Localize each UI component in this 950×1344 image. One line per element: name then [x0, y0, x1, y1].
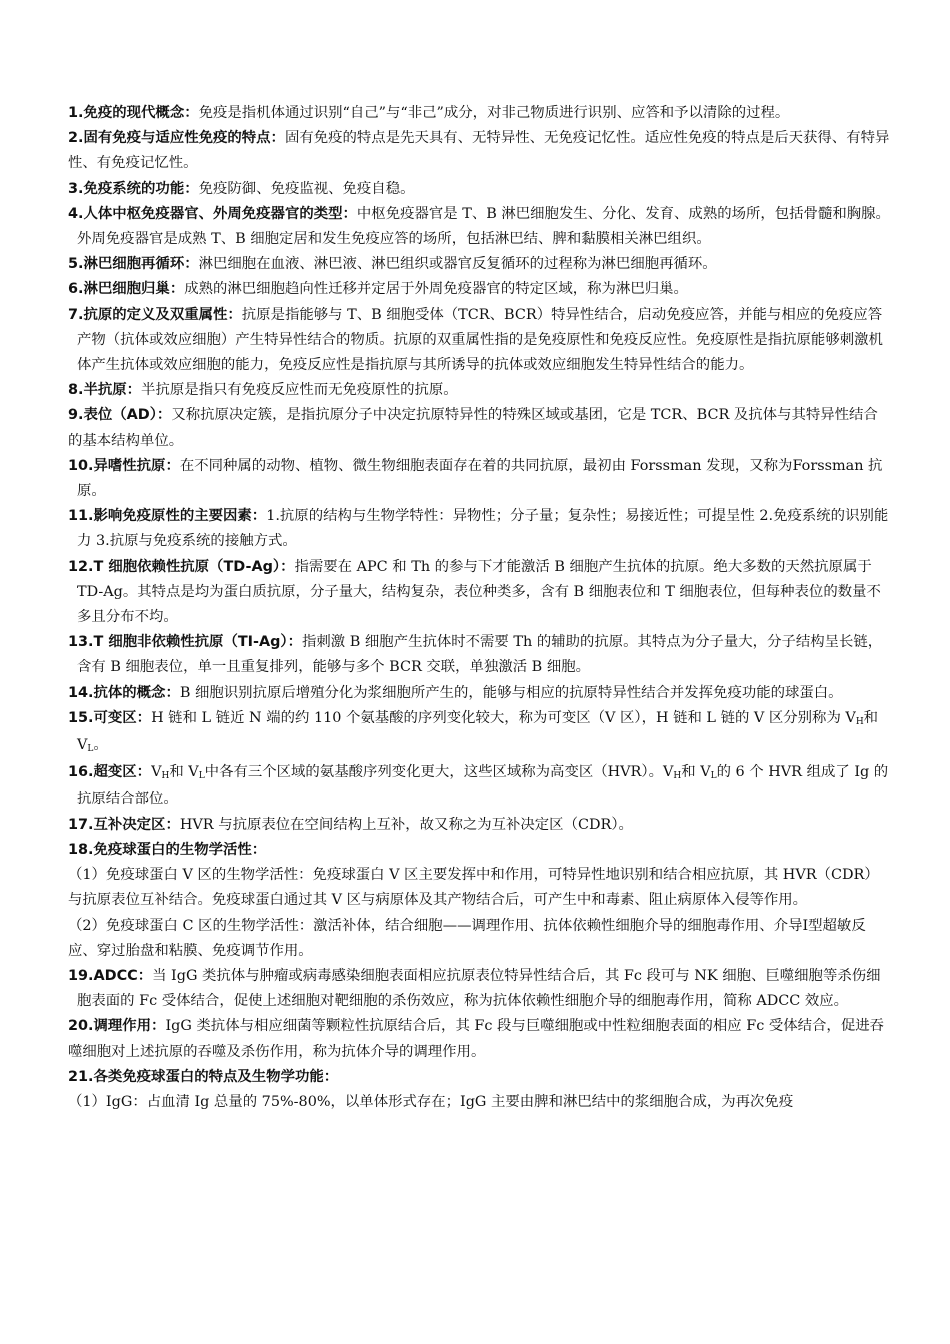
item-text: B 细胞识别抗原后增殖分化为浆细胞所产生的，能够与相应的抗原特异性结合并发挥免疫功能的球蛋白。	[179, 684, 843, 701]
item-text: （1）免疫球蛋白 V 区的生物学活性：免疫球蛋白 V 区主要发挥中和作用，可特异性地识别和结合相应抗原，其 HVR（CDR）与抗原表位互补结合。免疫球蛋白通过其 V 区与病原体及其产物结合后，可产生中和毒素、阻止病原体入侵等作用。	[68, 867, 879, 909]
item-term: 14.抗体的概念：	[68, 684, 180, 701]
item-term: 16.超变区：	[68, 764, 152, 781]
item-term: 21.各类免疫球蛋白的特点及生物学功能：	[68, 1068, 339, 1085]
list-item	[68, 1014, 890, 1064]
item-text: 指需要在 APC 和 Th 的参与下才能激活 B 细胞产生抗体的抗原。绝大多数的天然抗原属于 TD-Ag。其特点是均为蛋白质抗原，分子量大，结构复杂，表位种类多，含有 B 细胞表位和 T 细胞表位，但每种表位的数量不多且分布不均。	[77, 558, 881, 626]
item-text: 指刺激 B 细胞产生抗体时不需要 Th 的辅助的抗原。其特点为分子量大，分子结构呈长链，含有 B 细胞表位，单一且重复排列，能够与多个 BCR 交联，单独激活 B 细胞。	[77, 634, 883, 676]
item-term: 11.影响免疫原性的主要因素：	[68, 508, 267, 525]
item-text: 抗原是指能够与 T、B 细胞受体（TCR、BCR）特异性结合，启动免疫应答，并能与相应的免疫应答产物（抗体或效应细胞）产生特异性结合的物质。抗原的双重属性指的是免疫原性和免疫反应性。免疫原性是指抗原能够刺激机体产生抗体或效应细胞的能力，免疫反应性是指抗原与其所诱导的抗体或效应细胞发生特异性结合的能力。	[77, 306, 883, 374]
item-text: 固有免疫的特点是先天具有、无特异性、无免疫记忆性。适应性免疫的特点是后天获得、有特异性、有免疫记忆性。	[68, 130, 890, 172]
item-term: 8.半抗原：	[68, 382, 142, 399]
list-item	[68, 252, 890, 277]
subscript: H	[161, 771, 170, 782]
list-item	[68, 555, 890, 631]
item-text: HVR 与抗原表位在空间结构上互补，故又称之为互补决定区（CDR）。	[179, 816, 633, 833]
subscript: H	[855, 716, 864, 727]
item-text: 中枢免疫器官是 T、B 淋巴细胞发生、分化、发育、成熟的场所，包括骨髓和胸腺。外周免疫器官是成熟 T、B 细胞定居和发生免疫应答的场所，包括淋巴结、脾和黏膜相关淋巴组织。	[77, 205, 890, 248]
item-text: 和 V	[681, 764, 711, 781]
list-item	[68, 403, 890, 453]
item-text: 淋巴细胞在血液、淋巴液、淋巴组织或器官反复循环的过程称为淋巴细胞再循环。	[198, 256, 717, 273]
list-item	[68, 863, 890, 913]
list-item	[68, 760, 890, 812]
item-text: 免疫防御、免疫监视、免疫自稳。	[198, 180, 415, 197]
item-term: 18.免疫球蛋白的生物学活性：	[68, 841, 267, 858]
item-text: 当 IgG 类抗体与肿瘤或病毒感染细胞表面相应抗原表位特异性结合后，其 Fc 段可与 NK 细胞、巨噬细胞等杀伤细胞表面的 Fc 受体结合，促使上述细胞对靶细胞的杀伤效应，称为抗体依赖性细胞介导的细胞毒作用，简称 ADCC 效应。	[77, 967, 881, 1010]
list-item	[68, 813, 890, 838]
item-term: 20.调理作用：	[68, 1018, 166, 1035]
item-term: 1.免疫的现代概念：	[68, 105, 199, 121]
subscript: L	[87, 744, 94, 755]
item-term: 13.T 细胞非依赖性抗原（TI-Ag）：	[68, 634, 302, 651]
item-text: 又称抗原决定簇，是指抗原分子中决定抗原特异性的特殊区域或基团，它是 TCR、BCR 及抗体与其特异性结合的基本结构单位。	[68, 407, 878, 449]
subscript: L	[198, 771, 205, 782]
list-item	[68, 1090, 890, 1115]
item-text: 和 V	[77, 709, 879, 754]
list-item	[68, 454, 890, 504]
item-text: H 链和 L 链近 N 端的约 110 个氨基酸的序列变化较大，称为可变区（V 区），H 链和 L 链的 V 区分别称为 V	[151, 709, 856, 726]
item-text: 中各有三个区域的氨基酸序列变化更大，这些区域称为高变区（HVR）。V	[204, 764, 674, 781]
list-item	[68, 706, 890, 760]
item-text: 在不同种属的动物、植物、微生物细胞表面存在着的共同抗原，最初由 Forssman 发现，又称为Forssman 抗原。	[77, 457, 883, 500]
item-term: 2.固有免疫与适应性免疫的特点：	[68, 130, 285, 147]
item-text: 免疫是指机体通过识别“自己”与“非己”成分，对非己物质进行识别、应答和予以清除的过程。	[198, 105, 790, 121]
item-term: 3.免疫系统的功能：	[68, 180, 199, 197]
list-item	[68, 378, 890, 403]
list-item	[68, 914, 890, 964]
list-item	[68, 630, 890, 680]
list-item	[68, 681, 890, 706]
subscript: H	[673, 771, 682, 782]
list-item	[68, 504, 890, 554]
item-term: 10.异嗜性抗原：	[68, 457, 180, 474]
item-term: 6.淋巴细胞归巢：	[68, 281, 185, 298]
list-item	[68, 202, 890, 252]
list-item	[68, 964, 890, 1014]
item-text: （1）IgG：占血清 Ig 总量的 75%-80%，以单体形式存在；IgG 主要由脾和淋巴结中的浆细胞合成，为再次免疫	[68, 1093, 794, 1110]
item-term: 17.互补决定区：	[68, 816, 180, 833]
list-item	[68, 101, 890, 126]
item-term: 12.T 细胞依赖性抗原（TD-Ag）：	[68, 558, 295, 575]
list-item	[68, 277, 890, 302]
list-item	[68, 177, 890, 202]
item-text: 。	[93, 737, 108, 754]
item-term: 15.可变区：	[68, 709, 152, 726]
list-item	[68, 303, 890, 379]
item-term: 19.ADCC：	[68, 967, 153, 984]
list-item	[68, 126, 890, 176]
item-text: 1.抗原的结构与生物学特性：异物性；分子量；复杂性；易接近性；可提呈性 2.免疫系统的识别能力 3.抗原与免疫系统的接触方式。	[77, 508, 889, 550]
item-text: V	[151, 764, 162, 781]
item-text: IgG 类抗体与相应细菌等颗粒性抗原结合后，其 Fc 段与巨噬细胞或中性粒细胞表面的相应 Fc 受体结合，促进吞噬细胞对上述抗原的吞噬及杀伤作用，称为抗体介导的调理作用。	[68, 1018, 884, 1060]
subscript: L	[710, 771, 717, 782]
list-item	[68, 838, 890, 863]
item-term: 4.人体中枢免疫器官、外周免疫器官的类型：	[68, 205, 357, 222]
item-text: 的 6 个 HVR 组成了 Ig 的抗原结合部位。	[77, 764, 889, 808]
list-item	[68, 1065, 890, 1090]
item-term: 9.表位（AD）：	[68, 407, 172, 424]
item-text: 成熟的淋巴细胞趋向性迁移并定居于外周免疫器官的特定区域，称为淋巴归巢。	[184, 281, 688, 298]
item-text: （2）免疫球蛋白 C 区的生物学活性：激活补体，结合细胞——调理作用、抗体依赖性细胞介导的细胞毒作用、介导Ⅰ型超敏反应、穿过胎盘和粘膜、免疫调节作用。	[68, 917, 866, 959]
item-text: 半抗原是指只有免疫反应性而无免疫原性的抗原。	[141, 382, 458, 399]
item-text: 和 V	[169, 764, 199, 781]
item-term: 5.淋巴细胞再循环：	[68, 256, 199, 273]
item-term: 7.抗原的定义及双重属性：	[68, 306, 242, 323]
